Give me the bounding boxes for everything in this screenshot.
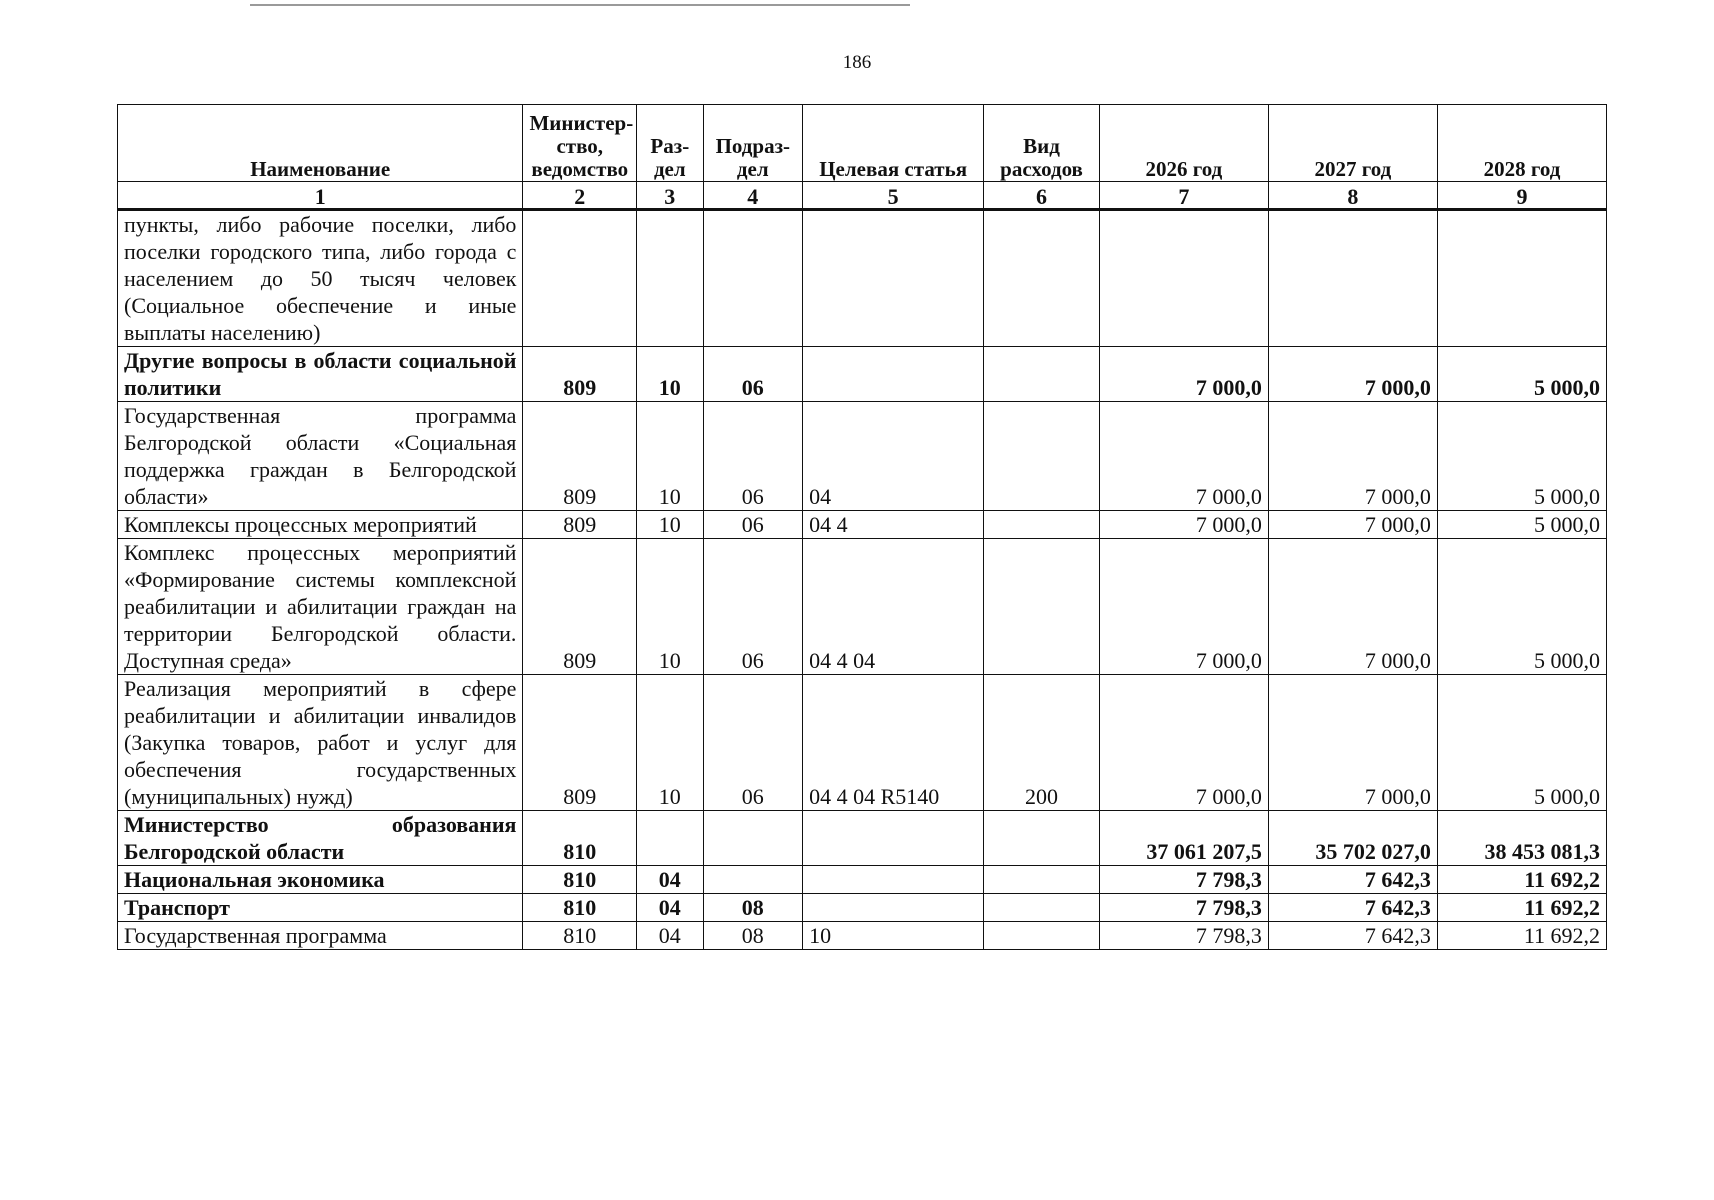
row-expense-type [984, 347, 1100, 402]
row-amount-2026: 7 798,3 [1099, 922, 1268, 950]
row-section-code [637, 210, 703, 347]
header-year-2027: 2027 год [1268, 105, 1437, 182]
row-amount-2026: 7 798,3 [1099, 866, 1268, 894]
table-row [118, 402, 1607, 511]
row-amount-2026: 7 000,0 [1099, 402, 1268, 511]
row-amount-2028 [1437, 210, 1606, 347]
row-section-code: 10 [637, 539, 703, 675]
row-expense-type [984, 894, 1100, 922]
row-target-article: 04 4 04 R5140 [803, 675, 984, 811]
index-cell: 3 [637, 182, 703, 210]
index-cell: 8 [1268, 182, 1437, 210]
row-expense-type [984, 866, 1100, 894]
table-row [118, 539, 1607, 675]
row-ministry-code: 809 [523, 511, 637, 539]
row-target-article: 04 4 04 [803, 539, 984, 675]
table-row [118, 511, 1607, 539]
row-amount-2028: 11 692,2 [1437, 866, 1606, 894]
row-subsection-code: 06 [703, 675, 803, 811]
row-expense-type [984, 511, 1100, 539]
table-row [118, 866, 1607, 894]
row-ministry-code: 810 [523, 866, 637, 894]
scan-edge-line [250, 4, 910, 6]
row-section-code: 10 [637, 402, 703, 511]
row-target-article [803, 866, 984, 894]
table-row [118, 675, 1607, 811]
row-section-code: 10 [637, 347, 703, 402]
row-name: Министерство образования Белгородской области [118, 811, 523, 866]
row-amount-2028: 5 000,0 [1437, 402, 1606, 511]
row-target-article [803, 894, 984, 922]
header-ministry: Министер-ство, ведомство [523, 105, 637, 182]
page-number: 186 [842, 52, 872, 73]
row-amount-2027: 7 000,0 [1268, 539, 1437, 675]
row-target-article [803, 811, 984, 866]
row-target-article: 04 [803, 402, 984, 511]
row-amount-2027: 7 642,3 [1268, 922, 1437, 950]
row-amount-2028: 38 453 081,3 [1437, 811, 1606, 866]
row-amount-2027: 7 000,0 [1268, 675, 1437, 811]
row-ministry-code: 809 [523, 402, 637, 511]
row-amount-2027: 7 000,0 [1268, 347, 1437, 402]
row-expense-type [984, 811, 1100, 866]
header-year-2028: 2028 год [1437, 105, 1606, 182]
table-row [118, 922, 1607, 950]
row-ministry-code: 810 [523, 922, 637, 950]
row-subsection-code: 08 [703, 922, 803, 950]
row-section-code [637, 811, 703, 866]
row-amount-2028: 5 000,0 [1437, 539, 1606, 675]
row-amount-2028: 11 692,2 [1437, 894, 1606, 922]
row-amount-2026: 7 000,0 [1099, 675, 1268, 811]
row-amount-2026: 7 000,0 [1099, 511, 1268, 539]
row-name: Комплексы процессных мероприятий [118, 511, 523, 539]
row-expense-type [984, 210, 1100, 347]
row-subsection-code [703, 811, 803, 866]
row-amount-2027: 7 000,0 [1268, 511, 1437, 539]
table-index-row [118, 182, 1607, 210]
row-target-article [803, 210, 984, 347]
index-cell: 1 [118, 182, 523, 210]
row-amount-2026 [1099, 210, 1268, 347]
row-amount-2028: 5 000,0 [1437, 511, 1606, 539]
row-amount-2028: 5 000,0 [1437, 675, 1606, 811]
row-name: Национальная экономика [118, 866, 523, 894]
row-ministry-code: 809 [523, 539, 637, 675]
row-section-code: 10 [637, 675, 703, 811]
row-subsection-code [703, 210, 803, 347]
index-cell: 4 [703, 182, 803, 210]
table-body [118, 210, 1607, 950]
row-section-code: 04 [637, 922, 703, 950]
row-amount-2027: 7 000,0 [1268, 402, 1437, 511]
row-amount-2027: 7 642,3 [1268, 866, 1437, 894]
row-name: Транспорт [118, 894, 523, 922]
header-target-article: Целевая статья [803, 105, 984, 182]
table-row [118, 894, 1607, 922]
row-subsection-code: 06 [703, 347, 803, 402]
row-section-code: 10 [637, 511, 703, 539]
table-header-row [118, 105, 1607, 182]
row-ministry-code: 809 [523, 347, 637, 402]
row-amount-2026: 7 000,0 [1099, 347, 1268, 402]
row-ministry-code: 809 [523, 675, 637, 811]
row-ministry-code: 810 [523, 894, 637, 922]
row-amount-2028: 5 000,0 [1437, 347, 1606, 402]
index-cell: 2 [523, 182, 637, 210]
row-target-article: 04 4 [803, 511, 984, 539]
row-amount-2027: 35 702 027,0 [1268, 811, 1437, 866]
row-name: Другие вопросы в области социальной политики [118, 347, 523, 402]
row-amount-2026: 37 061 207,5 [1099, 811, 1268, 866]
header-section: Раз-дел [637, 105, 703, 182]
budget-table [117, 104, 1607, 950]
row-ministry-code [523, 210, 637, 347]
row-expense-type [984, 402, 1100, 511]
row-amount-2027 [1268, 210, 1437, 347]
row-subsection-code [703, 866, 803, 894]
row-amount-2026: 7 798,3 [1099, 894, 1268, 922]
index-cell: 6 [984, 182, 1100, 210]
index-cell: 5 [803, 182, 984, 210]
row-name: Комплекс процессных мероприятий «Формирование системы комплексной реабилитации и абилитации граждан на территории Белгородской области. Доступная среда» [118, 539, 523, 675]
row-subsection-code: 06 [703, 402, 803, 511]
row-subsection-code: 06 [703, 511, 803, 539]
index-cell: 9 [1437, 182, 1606, 210]
row-target-article [803, 347, 984, 402]
row-section-code: 04 [637, 894, 703, 922]
row-ministry-code: 810 [523, 811, 637, 866]
row-name: Реализация мероприятий в сфере реабилитации и абилитации инвалидов (Закупка товаров, работ и услуг для обеспечения государственных (муниципальных) нужд) [118, 675, 523, 811]
row-name: Государственная программа [118, 922, 523, 950]
table-row [118, 811, 1607, 866]
row-expense-type [984, 922, 1100, 950]
header-name: Наименование [118, 105, 523, 182]
row-amount-2026: 7 000,0 [1099, 539, 1268, 675]
row-amount-2028: 11 692,2 [1437, 922, 1606, 950]
table-row [118, 347, 1607, 402]
header-subsection: Подраз-дел [703, 105, 803, 182]
row-section-code: 04 [637, 866, 703, 894]
header-expense-type: Вид расходов [984, 105, 1100, 182]
row-subsection-code: 06 [703, 539, 803, 675]
row-subsection-code: 08 [703, 894, 803, 922]
header-year-2026: 2026 год [1099, 105, 1268, 182]
row-expense-type: 200 [984, 675, 1100, 811]
row-amount-2027: 7 642,3 [1268, 894, 1437, 922]
row-target-article: 10 [803, 922, 984, 950]
row-name: пункты, либо рабочие поселки, либо поселки городского типа, либо города с населением до 50 тысяч человек (Социальное обеспечение и иные выплаты населению) [118, 210, 523, 347]
row-name: Государственная программа Белгородской области «Социальная поддержка граждан в Белгородской области» [118, 402, 523, 511]
index-cell: 7 [1099, 182, 1268, 210]
row-expense-type [984, 539, 1100, 675]
table-row [118, 210, 1607, 347]
